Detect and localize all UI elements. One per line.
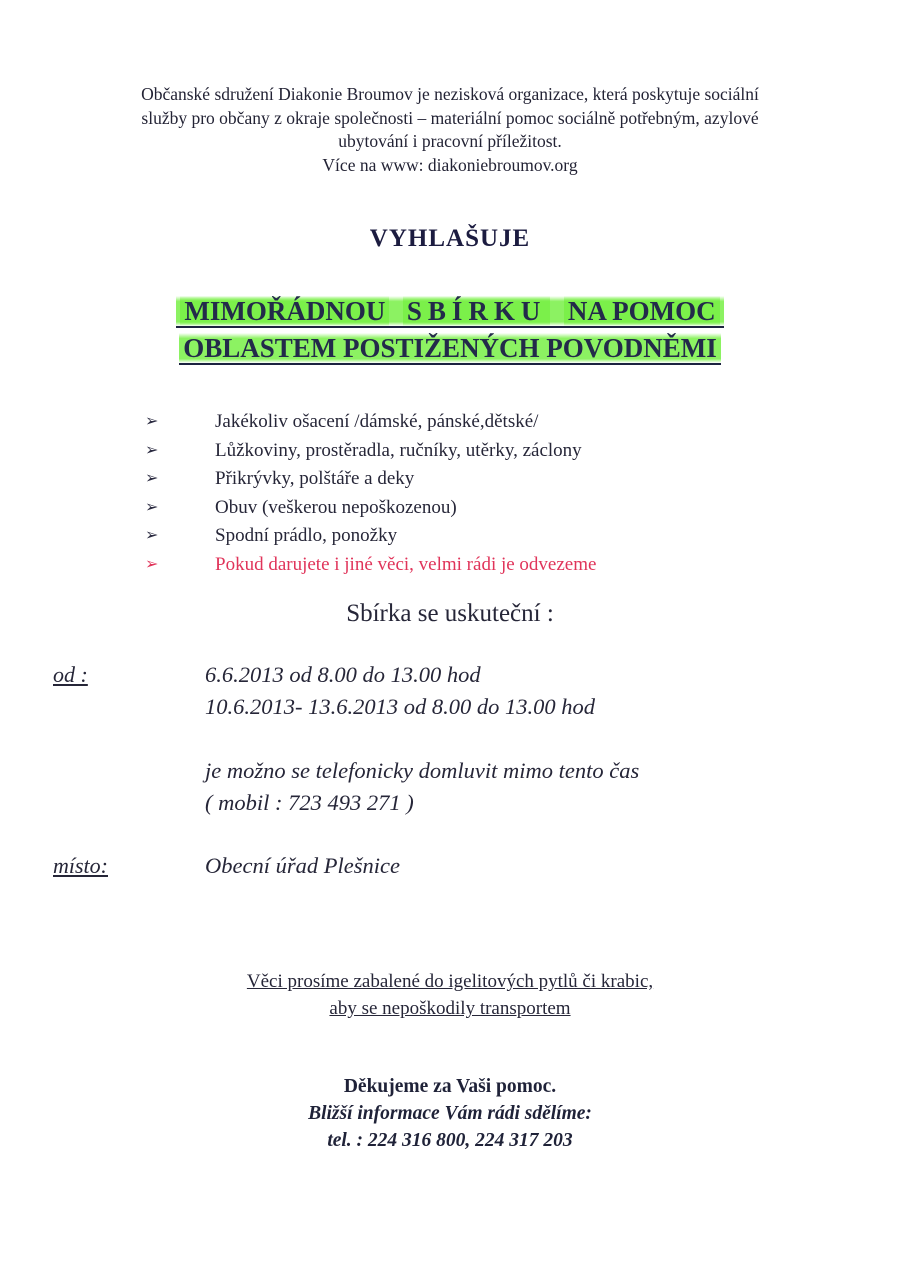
list-item-text: Lůžkoviny, prostěradla, ručníky, utěrky, záclony (215, 439, 582, 461)
arrow-bullet-icon: ➢ (145, 470, 159, 487)
headline-word: NA POMOC (564, 296, 720, 328)
phone-line: tel. : 224 316 800, 224 317 203 (327, 1130, 573, 1151)
place-label: místo: (53, 853, 108, 878)
list-item-text: Jakékoliv ošacení /dámské, pánské,dětské/ (215, 411, 539, 432)
headline-line-2 (110, 330, 790, 367)
list-item (145, 408, 596, 437)
packing-line-1: Věci prosíme zabalené do igelitových pytlů či krabic, (246, 971, 654, 992)
intro-website-line: Více na www: diakoniebroumov.org (322, 154, 578, 175)
thanks-line: Děkujeme za Vaši pomoc. (343, 1076, 557, 1097)
intro-paragraph (40, 83, 860, 177)
place-value: Obecní úřad Plešnice (205, 853, 400, 878)
date-line-2: 10.6.2013- 13.6.2013 od 8.00 do 13.00 hod (205, 694, 595, 719)
mobile-number: ( mobil : 723 493 271 ) (205, 790, 414, 815)
intro-line: Občanské sdružení Diakonie Broumov je nezisková organizace, která poskytuje sociální (141, 84, 759, 104)
list-item-text: Přikrývky, polštáře a deky (215, 468, 415, 489)
date-line-1: 6.6.2013 od 8.00 do 13.00 hod (205, 662, 481, 687)
arrow-bullet-icon: ➢ (145, 413, 159, 430)
headline-line-1 (110, 293, 790, 330)
arrow-bullet-icon: ➢ (145, 555, 159, 573)
phone-note: je možno se telefonicky domluvit mimo tento čas (205, 758, 640, 783)
donation-items-list (145, 408, 596, 579)
headline-word: MIMOŘÁDNOU (180, 296, 389, 328)
list-item (145, 465, 596, 494)
list-item-text: Pokud darujete i jiné věci, velmi rádi je odvezeme (215, 553, 597, 575)
arrow-bullet-icon: ➢ (145, 527, 159, 544)
list-item-text: Spodní prádlo, ponožky (215, 525, 398, 546)
headline-text: OBLASTEM POSTIŽENÝCH POVODNĚMI (179, 333, 721, 365)
list-item (145, 522, 596, 551)
list-item (145, 437, 596, 466)
list-item (145, 494, 596, 523)
thanks-block (0, 1073, 900, 1154)
list-item-text: Obuv (veškerou nepoškozenou) (215, 496, 457, 518)
collection-headline (110, 293, 790, 367)
arrow-bullet-icon: ➢ (145, 498, 159, 516)
packing-note (0, 968, 900, 1022)
from-label: od : (53, 662, 88, 687)
intro-line: ubytování i pracovní příležitost. (338, 131, 562, 151)
list-item-highlighted (145, 551, 596, 580)
arrow-bullet-icon: ➢ (145, 441, 159, 459)
info-line: Bližší informace Vám rádi sdělíme: (308, 1103, 592, 1124)
headline-word-spaced: SBÍRKU (403, 296, 551, 328)
collection-title: Sbírka se uskuteční : (346, 600, 554, 627)
intro-line: služby pro občany z okraje společnosti – materiální pomoc sociálně potřebným, azylové (141, 107, 759, 128)
announce-heading: VYHLAŠUJE (369, 225, 531, 252)
packing-line-2: aby se nepoškodily transportem (329, 998, 571, 1019)
